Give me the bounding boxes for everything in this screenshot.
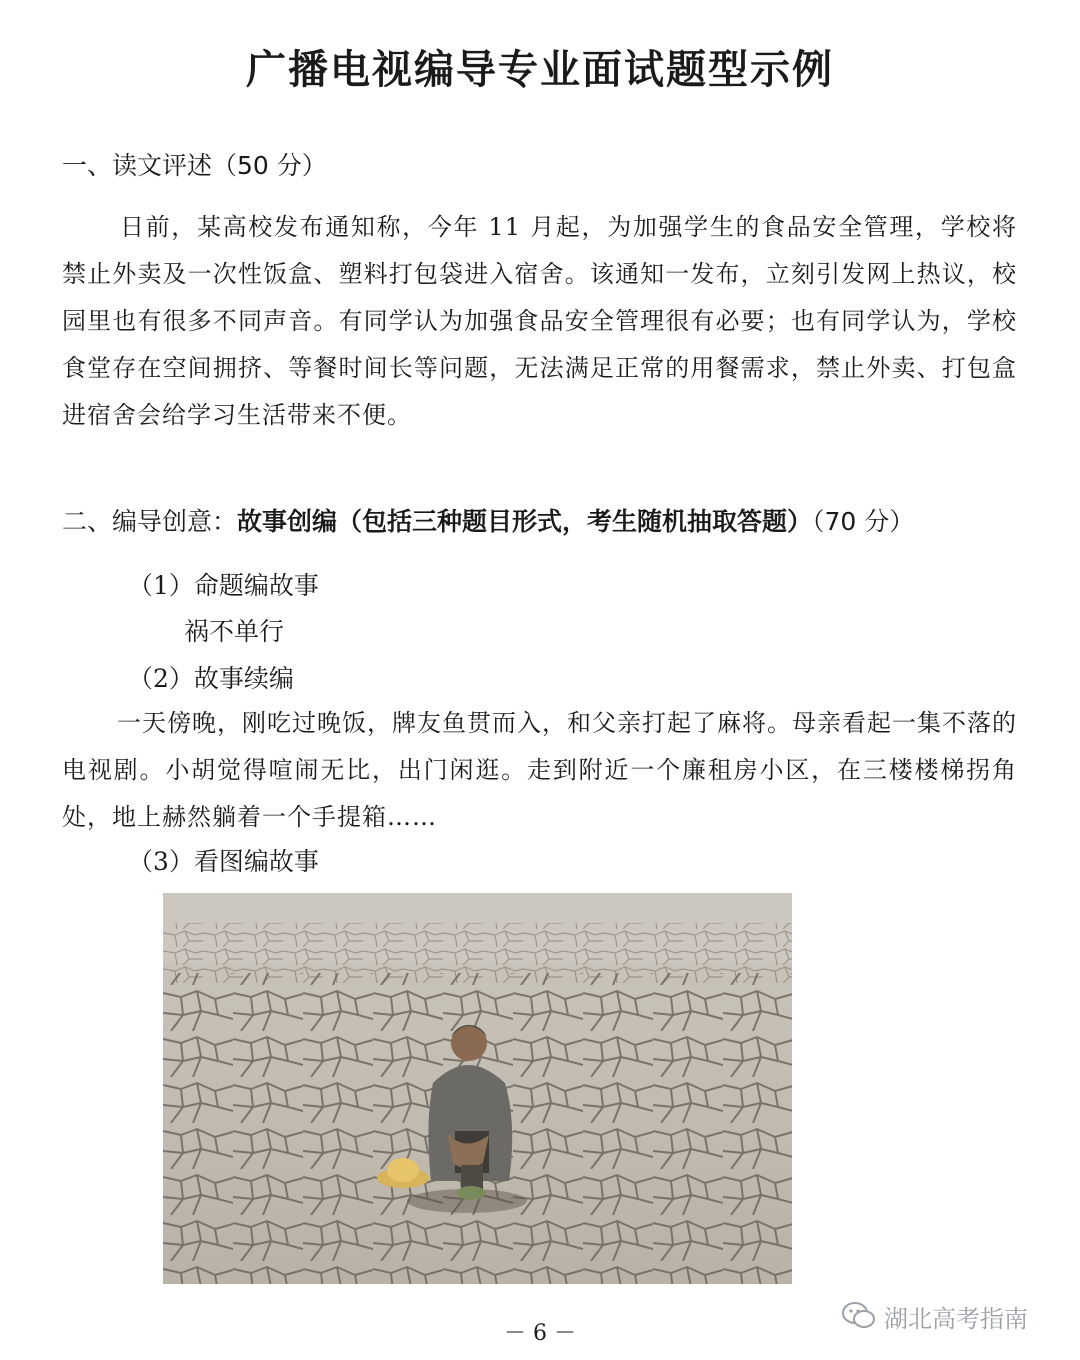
section1-heading: 一、读文评述（50 分）	[62, 151, 327, 180]
section1-paragraph: 日前，某高校发布通知称，今年 11 月起，为加强学生的食品安全管理，学校将禁止外卖及一次性饭盒、塑料打包袋进入宿舍。该通知一发布，立刻引发网上热议，校园里也有很多不同声音。有同学认为加强食品安全管理很有必要；也有同学认为，学校食堂存在空间拥挤、等餐时间长等问题，无法满足正常的用餐需求，禁止外卖、打包盒进宿舍会给学习生活带来不便。	[62, 213, 1017, 429]
drought-photo	[163, 893, 792, 1284]
page-number: － 6 －	[504, 1321, 576, 1346]
section2-heading	[62, 502, 914, 538]
item3-label: （3）看图编故事	[128, 847, 319, 876]
item2-label: （2）故事续编	[128, 664, 294, 693]
item2-paragraph: 一天傍晚，刚吃过晚饭，牌友鱼贯而入，和父亲打起了麻将。母亲看起一集不落的电视剧。小胡觉得喧闹无比，出门闲逛。走到附近一个廉租房小区，在三楼楼梯拐角处，地上赫然躺着一个手提箱……	[62, 709, 1017, 831]
section2-heading-bold: 故事创编（包括三种题目形式，考生随机抽取答题）	[237, 507, 813, 536]
section2-heading-prefix: 二、编导创意：	[62, 507, 238, 536]
page-title: 广播电视编导专业面试题型示例	[246, 47, 834, 93]
section2-heading-suffix: （70 分）	[812, 507, 915, 536]
item1-label: （1）命题编故事	[128, 571, 319, 600]
watermark-text: 湖北高考指南	[884, 1304, 1028, 1333]
item1-text: 祸不单行	[184, 617, 285, 646]
